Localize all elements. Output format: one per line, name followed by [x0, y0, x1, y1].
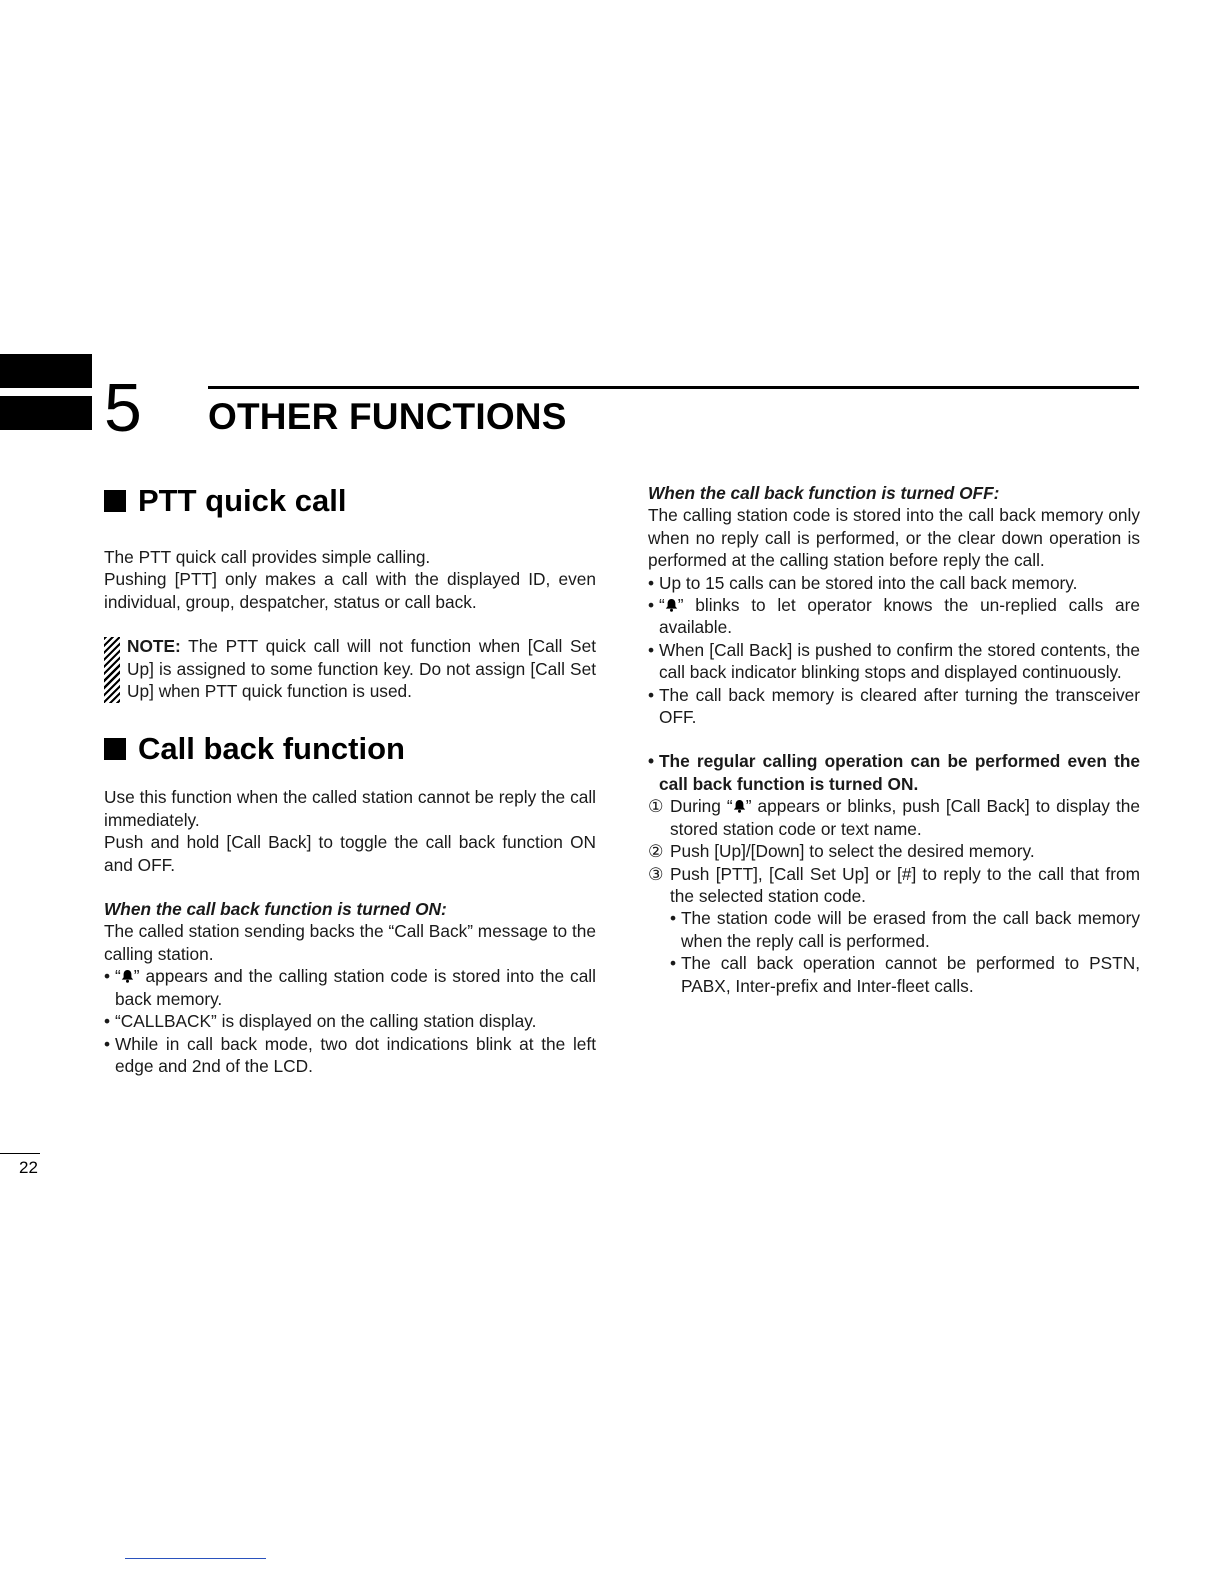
right-column	[648, 482, 1140, 997]
square-bullet-icon	[104, 738, 126, 760]
square-bullet-icon	[104, 490, 126, 512]
section-heading-ptt: PTT quick call	[104, 482, 596, 520]
page-number-rule	[0, 1153, 40, 1154]
note-label: NOTE:	[127, 636, 181, 657]
chapter-rule	[208, 386, 1139, 389]
list-item: • “ ” blinks to let operator knows the un-replied calls are available.	[648, 595, 1140, 638]
chapter-title: OTHER FUNCTIONS	[208, 396, 567, 437]
callback-off-heading: When the call back function is turned OFF:	[648, 483, 1000, 503]
step-2: ② Push [Up]/[Down] to select the desired memory.	[648, 841, 1035, 862]
callback-toggle-text: Push and hold [Call Back] to toggle the call back function ON and OFF.	[104, 832, 596, 875]
chapter-number: 5	[104, 370, 142, 446]
step-1: ① During “ ” appears or blinks, push [Call Back] to display the stored station code or text name.	[648, 796, 1141, 839]
note-text: The PTT quick call will not function when [Call Set Up] is assigned to some function key. Do not assign [Call Set Up] when PTT quick function is used.	[127, 636, 596, 702]
page-number: 22	[19, 1158, 38, 1177]
bell-icon	[121, 969, 134, 983]
list-item: • The call back operation cannot be performed to PSTN, PABX, Inter-prefix and Inter-fleet calls.	[670, 953, 1140, 996]
footer-link-line	[125, 1558, 266, 1559]
callback-on-text: The called station sending backs the “Call Back” message to the calling station.	[104, 921, 596, 964]
ptt-note	[104, 635, 596, 702]
regular-calling-note: • The regular calling operation can be performed even the call back function is turned ON.	[648, 751, 1140, 794]
ptt-description: Pushing [PTT] only makes a call with the displayed ID, even individual, group, despatcher, status or call back.	[104, 569, 596, 612]
note-hatch-icon	[104, 637, 120, 703]
section-heading-callback: Call back function	[104, 730, 596, 768]
list-item: • The call back memory is cleared after turning the transceiver OFF.	[648, 684, 1140, 728]
callback-intro: Use this function when the called station cannot be reply the call immediately.	[104, 787, 596, 830]
list-item: • “ ” appears and the calling station code is stored into the call back memory.	[104, 966, 596, 1009]
step-3: ③ Push [PTT], [Call Set Up] or [#] to reply to the call that from the selected station code.	[648, 863, 1140, 906]
chapter-tab-top	[0, 354, 92, 388]
ptt-intro: The PTT quick call provides simple calling.	[104, 547, 431, 567]
callback-off-text: The calling station code is stored into the call back memory only when no reply call is performed, or the clear down operation is performed at the calling station before reply the call.	[648, 505, 1140, 571]
list-item: • Up to 15 calls can be stored into the call back memory.	[648, 572, 1078, 593]
list-item: • “CALLBACK” is displayed on the calling station display.	[104, 1011, 537, 1032]
left-column	[104, 482, 596, 1077]
bell-icon	[733, 799, 746, 813]
chapter-tab-bottom	[0, 396, 92, 430]
list-item: • The station code will be erased from the call back memory when the reply call is performed.	[670, 908, 1140, 951]
list-item: • While in call back mode, two dot indications blink at the left edge and 2nd of the LCD.	[104, 1033, 596, 1076]
bell-icon	[665, 598, 678, 612]
list-item: • When [Call Back] is pushed to confirm the stored contents, the call back indicator blinking stops and displayed continuously.	[648, 639, 1140, 683]
callback-on-heading: When the call back function is turned ON:	[104, 899, 447, 920]
